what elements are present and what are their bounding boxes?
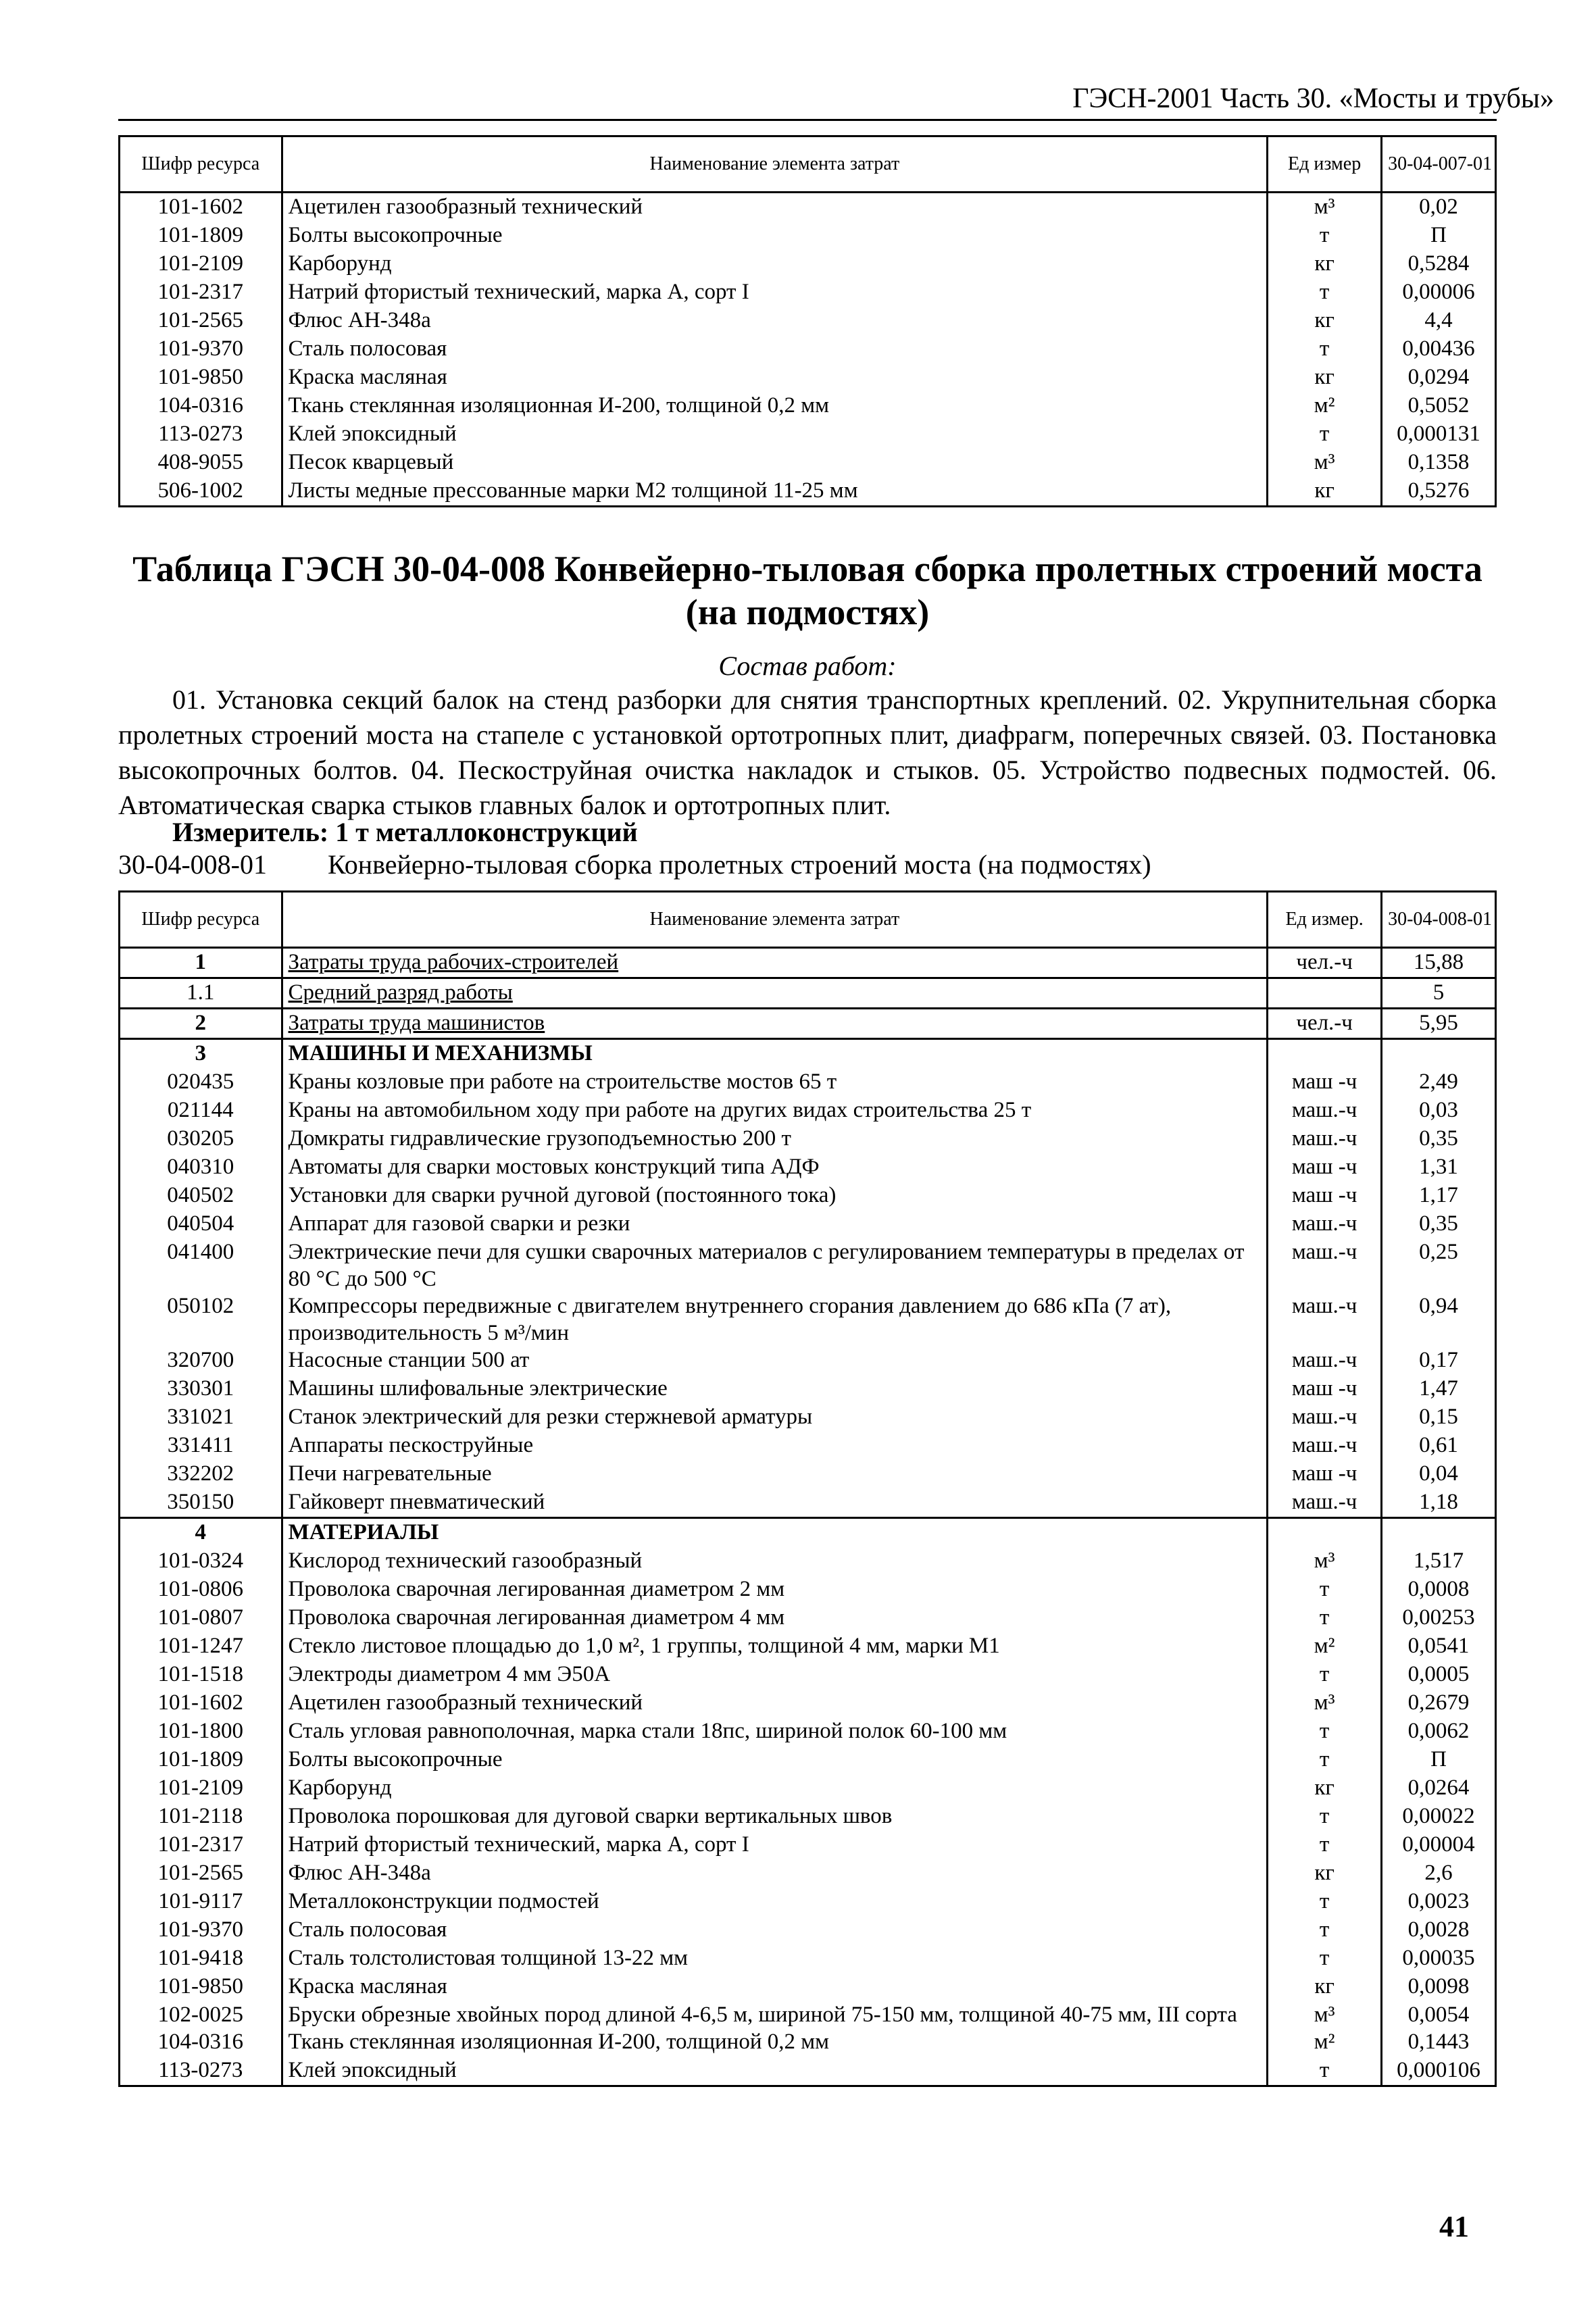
row-unit: маш -ч	[1268, 1460, 1382, 1488]
row-unit: маш -ч	[1268, 1153, 1382, 1182]
column-header-unit: Ед измер	[1268, 136, 1382, 193]
row-unit: маш -ч	[1268, 1375, 1382, 1403]
row-name: Листы медные прессованные марки М2 толщиной 11-25 мм	[282, 477, 1268, 507]
table-row	[120, 1068, 1496, 1097]
row-unit: м³	[1268, 193, 1382, 222]
page-header: ГЭСН-2001 Часть 30. «Мосты и трубы»	[1072, 83, 1554, 114]
row-unit: маш.-ч	[1268, 1097, 1382, 1125]
row-code: 331411	[120, 1432, 282, 1460]
row-name: Насосные станции 500 ат	[282, 1347, 1268, 1375]
row-value: 0,00436	[1382, 335, 1496, 363]
row-name: Ацетилен газообразный технический	[282, 193, 1268, 222]
row-code: 101-1809	[120, 222, 282, 250]
row-unit: т	[1268, 1604, 1382, 1632]
table-row	[120, 1547, 1496, 1576]
row-value: 1,18	[1382, 1488, 1496, 1518]
row-name: Краска масляная	[282, 1973, 1268, 2001]
row-unit: маш.-ч	[1268, 1210, 1382, 1238]
table-row	[120, 1009, 1496, 1039]
row-value	[1382, 1039, 1496, 1069]
row-code: 101-0806	[120, 1576, 282, 1604]
row-value: 0,00022	[1382, 1803, 1496, 1831]
row-code: 3	[120, 1039, 282, 1069]
row-code: 101-0324	[120, 1547, 282, 1576]
row-unit: т	[1268, 2057, 1382, 2086]
row-unit: кг	[1268, 1859, 1382, 1888]
table-row	[120, 307, 1496, 335]
row-value: 1,517	[1382, 1547, 1496, 1576]
row-name: Стекло листовое площадью до 1,0 м², 1 группы, толщиной 4 мм, марки М1	[282, 1632, 1268, 1661]
row-unit: т	[1268, 1888, 1382, 1916]
table-row	[120, 477, 1496, 507]
row-value: 0,0062	[1382, 1717, 1496, 1746]
row-unit: чел.-ч	[1268, 948, 1382, 978]
row-code: 101-0807	[120, 1604, 282, 1632]
norm-subtitle	[118, 849, 1151, 880]
row-value: 0,0054	[1382, 2001, 1496, 2028]
row-name: Проволока сварочная легированная диаметром 4 мм	[282, 1604, 1268, 1632]
row-name: МАШИНЫ И МЕХАНИЗМЫ	[282, 1039, 1268, 1069]
row-unit: т	[1268, 1944, 1382, 1973]
work-composition: 01. Установка секций балок на стенд разборки для снятия транспортных креплений. 02. Укрупнительная сборка пролетных строений моста на стапеле с установкой ортотропных плит, диафрагм, поперечных связей. 03. Постановка высокопрочных болтов. 04. Пескоструйная очистка накладок и стыков. 05. Устройство подвесных подмостей. 06. Автоматическая сварка стыков главных балок и ортотропных плит.	[118, 684, 1497, 820]
column-header-name: Наименование элемента затрат	[282, 892, 1268, 948]
row-name: Натрий фтористый технический, марка А, сорт I	[282, 1831, 1268, 1859]
section-row-materials	[120, 1518, 1496, 1548]
row-unit: маш.-ч	[1268, 1488, 1382, 1518]
row-value: 0,00004	[1382, 1831, 1496, 1859]
table-header-row	[120, 892, 1496, 948]
row-value: 0,35	[1382, 1125, 1496, 1153]
row-code: 101-2118	[120, 1803, 282, 1831]
table-row	[120, 1125, 1496, 1153]
row-code: 113-0273	[120, 2057, 282, 2086]
resource-table-30-04-007	[118, 135, 1497, 507]
row-value: 0,5284	[1382, 250, 1496, 278]
table-row	[120, 392, 1496, 420]
row-code: 1.1	[120, 978, 282, 1009]
row-unit: кг	[1268, 363, 1382, 392]
row-unit: т	[1268, 1746, 1382, 1774]
row-value: П	[1382, 1746, 1496, 1774]
row-code: 101-1518	[120, 1661, 282, 1689]
row-code: 332202	[120, 1460, 282, 1488]
table-row	[120, 449, 1496, 477]
table-row	[120, 222, 1496, 250]
row-unit: м²	[1268, 1632, 1382, 1661]
row-name: Клей эпоксидный	[282, 420, 1268, 449]
row-name: Болты высокопрочные	[282, 1746, 1268, 1774]
row-code: 101-1247	[120, 1632, 282, 1661]
table-row	[120, 1831, 1496, 1859]
table-row	[120, 1460, 1496, 1488]
row-code: 2	[120, 1009, 282, 1039]
row-value: 0,0294	[1382, 363, 1496, 392]
table-row	[120, 2028, 1496, 2057]
table-header-row	[120, 136, 1496, 193]
row-name: Песок кварцевый	[282, 449, 1268, 477]
table-row	[120, 948, 1496, 978]
row-name: Краска масляная	[282, 363, 1268, 392]
row-unit: кг	[1268, 250, 1382, 278]
row-code: 040504	[120, 1210, 282, 1238]
column-header-norm: 30-04-007-01	[1382, 136, 1496, 193]
row-unit: м³	[1268, 1689, 1382, 1717]
row-unit: т	[1268, 222, 1382, 250]
row-name: Клей эпоксидный	[282, 2057, 1268, 2086]
row-unit: м²	[1268, 2028, 1382, 2057]
row-value: 2,6	[1382, 1859, 1496, 1888]
table-row	[120, 1153, 1496, 1182]
row-value: 0,0541	[1382, 1632, 1496, 1661]
row-value: 5,95	[1382, 1009, 1496, 1039]
table-row	[120, 363, 1496, 392]
table-row	[120, 1803, 1496, 1831]
row-code: 101-9370	[120, 1916, 282, 1944]
row-unit: м³	[1268, 449, 1382, 477]
row-name: Краны козловые при работе на строительстве мостов 65 т	[282, 1068, 1268, 1097]
row-name: Сталь полосовая	[282, 335, 1268, 363]
row-name: Проволока сварочная легированная диаметром 2 мм	[282, 1576, 1268, 1604]
column-header-norm: 30-04-008-01	[1382, 892, 1496, 948]
row-name: Затраты труда рабочих-строителей	[282, 948, 1268, 978]
row-unit: т	[1268, 278, 1382, 307]
row-code: 041400	[120, 1238, 282, 1292]
table-row	[120, 250, 1496, 278]
row-name: Ацетилен газообразный технический	[282, 1689, 1268, 1717]
table-row	[120, 1375, 1496, 1403]
row-name: Краны на автомобильном ходу при работе на других видах строительства 25 т	[282, 1097, 1268, 1125]
row-value: 0,1358	[1382, 449, 1496, 477]
row-code: 040310	[120, 1153, 282, 1182]
row-code: 101-2109	[120, 1774, 282, 1803]
row-name: Установки для сварки ручной дуговой (постоянного тока)	[282, 1182, 1268, 1210]
table-row	[120, 1432, 1496, 1460]
row-name: Карборунд	[282, 250, 1268, 278]
row-name: Кислород технический газообразный	[282, 1547, 1268, 1576]
row-name: Аппараты пескоструйные	[282, 1432, 1268, 1460]
table-row	[120, 1632, 1496, 1661]
table-row	[120, 1097, 1496, 1125]
row-code: 101-2565	[120, 1859, 282, 1888]
table-row	[120, 1292, 1496, 1347]
row-unit: м³	[1268, 1547, 1382, 1576]
row-unit: маш.-ч	[1268, 1403, 1382, 1432]
row-value	[1382, 1518, 1496, 1548]
row-name: Домкраты гидравлические грузоподъемностью 200 т	[282, 1125, 1268, 1153]
row-unit: м²	[1268, 392, 1382, 420]
row-name: Сталь полосовая	[282, 1916, 1268, 1944]
row-code: 101-2565	[120, 307, 282, 335]
table-body	[120, 193, 1496, 507]
row-code: 408-9055	[120, 449, 282, 477]
table-row	[120, 193, 1496, 222]
row-unit: маш -ч	[1268, 1068, 1382, 1097]
row-name: Средний разряд работы	[282, 978, 1268, 1009]
column-header-unit: Ед измер.	[1268, 892, 1382, 948]
row-code: 101-9117	[120, 1888, 282, 1916]
table-row	[120, 1689, 1496, 1717]
row-unit: маш.-ч	[1268, 1238, 1382, 1292]
row-value: 1,17	[1382, 1182, 1496, 1210]
row-value: 0,5052	[1382, 392, 1496, 420]
table-row	[120, 1347, 1496, 1375]
row-value: 0,04	[1382, 1460, 1496, 1488]
row-code: 101-1602	[120, 193, 282, 222]
row-value: 0,25	[1382, 1238, 1496, 1292]
row-name: Ткань стеклянная изоляционная И-200, толщиной 0,2 мм	[282, 392, 1268, 420]
row-name: Станок электрический для резки стержневой арматуры	[282, 1403, 1268, 1432]
column-header-code: Шифр ресурса	[120, 136, 282, 193]
row-value: 0,61	[1382, 1432, 1496, 1460]
row-value: 0,35	[1382, 1210, 1496, 1238]
row-code: 113-0273	[120, 420, 282, 449]
row-unit	[1268, 1039, 1382, 1069]
composition-label: Состав работ:	[718, 651, 897, 681]
table-row	[120, 335, 1496, 363]
table-row	[120, 1859, 1496, 1888]
row-unit: т	[1268, 335, 1382, 363]
row-code: 1	[120, 948, 282, 978]
table-row	[120, 420, 1496, 449]
row-unit: т	[1268, 1916, 1382, 1944]
row-unit: т	[1268, 1803, 1382, 1831]
row-code: 101-9850	[120, 1973, 282, 2001]
row-unit: т	[1268, 1717, 1382, 1746]
row-name: Затраты труда машинистов	[282, 1009, 1268, 1039]
row-code: 101-9418	[120, 1944, 282, 1973]
table-row	[120, 1403, 1496, 1432]
row-value: 0,03	[1382, 1097, 1496, 1125]
row-name: Флюс АН-348а	[282, 1859, 1268, 1888]
row-unit: маш.-ч	[1268, 1125, 1382, 1153]
row-value: 0,0023	[1382, 1888, 1496, 1916]
header-rule	[118, 119, 1497, 121]
column-header-name: Наименование элемента затрат	[282, 136, 1268, 193]
row-name: Ткань стеклянная изоляционная И-200, толщиной 0,2 мм	[282, 2028, 1268, 2057]
row-name: Электроды диаметром 4 мм Э50А	[282, 1661, 1268, 1689]
row-value: 0,000131	[1382, 420, 1496, 449]
row-value: 0,0008	[1382, 1576, 1496, 1604]
column-header-code: Шифр ресурса	[120, 892, 282, 948]
row-value: 0,0028	[1382, 1916, 1496, 1944]
row-value: 1,47	[1382, 1375, 1496, 1403]
row-name: Сталь угловая равнополочная, марка стали 18пс, шириной полок 60-100 мм	[282, 1717, 1268, 1746]
row-value: 0,17	[1382, 1347, 1496, 1375]
row-unit: т	[1268, 1661, 1382, 1689]
row-unit	[1268, 1518, 1382, 1548]
row-unit: маш.-ч	[1268, 1292, 1382, 1347]
table-row	[120, 1604, 1496, 1632]
table-row	[120, 1210, 1496, 1238]
row-name: Печи нагревательные	[282, 1460, 1268, 1488]
row-name: Натрий фтористый технический, марка А, сорт I	[282, 278, 1268, 307]
table-row	[120, 1182, 1496, 1210]
row-name: МАТЕРИАЛЫ	[282, 1518, 1268, 1548]
table-row	[120, 1488, 1496, 1518]
row-value: 0,00035	[1382, 1944, 1496, 1973]
row-name: Бруски обрезные хвойных пород длиной 4-6,5 м, шириной 75-150 мм, толщиной 40-75 мм, III сорта	[282, 2001, 1268, 2028]
page-number: 41	[1439, 2210, 1469, 2243]
row-value: 0,0098	[1382, 1973, 1496, 2001]
table-row	[120, 2057, 1496, 2086]
table-row	[120, 1661, 1496, 1689]
table-row	[120, 2001, 1496, 2028]
row-value: 2,49	[1382, 1068, 1496, 1097]
row-value: 15,88	[1382, 948, 1496, 978]
row-name: Компрессоры передвижные с двигателем внутреннего сгорания давлением до 686 кПа (7 ат), производительность 5 м³/мин	[282, 1292, 1268, 1347]
table-row	[120, 1973, 1496, 2001]
row-code: 101-9850	[120, 363, 282, 392]
row-name: Флюс АН-348а	[282, 307, 1268, 335]
row-name: Карборунд	[282, 1774, 1268, 1803]
table-row	[120, 978, 1496, 1009]
row-unit: т	[1268, 1576, 1382, 1604]
row-code: 101-2317	[120, 1831, 282, 1859]
row-code: 050102	[120, 1292, 282, 1347]
norm-code: 30-04-008-01	[118, 849, 267, 880]
row-unit: кг	[1268, 1774, 1382, 1803]
row-value: 0,94	[1382, 1292, 1496, 1347]
row-value: 0,0005	[1382, 1661, 1496, 1689]
row-unit: кг	[1268, 1973, 1382, 2001]
row-code: 101-1602	[120, 1689, 282, 1717]
row-value: 0,00253	[1382, 1604, 1496, 1632]
row-code: 101-1809	[120, 1746, 282, 1774]
row-code: 104-0316	[120, 392, 282, 420]
row-value: 0,1443	[1382, 2028, 1496, 2057]
row-code: 4	[120, 1518, 282, 1548]
row-name: Металлоконструкции подмостей	[282, 1888, 1268, 1916]
row-code: 104-0316	[120, 2028, 282, 2057]
row-unit: м³	[1268, 2001, 1382, 2028]
table-row	[120, 1774, 1496, 1803]
row-value: 0,02	[1382, 193, 1496, 222]
row-name: Электрические печи для сушки сварочных материалов с регулированием температуры в пределах от 80 °С до 500 °С	[282, 1238, 1268, 1292]
row-code: 021144	[120, 1097, 282, 1125]
row-unit: маш.-ч	[1268, 1347, 1382, 1375]
row-code: 040502	[120, 1182, 282, 1210]
row-name: Автоматы для сварки мостовых конструкций типа АДФ	[282, 1153, 1268, 1182]
row-value: 0,15	[1382, 1403, 1496, 1432]
resource-table-30-04-008	[118, 890, 1497, 2087]
table-row	[120, 1888, 1496, 1916]
row-code: 101-2109	[120, 250, 282, 278]
row-name: Проволока порошковая для дуговой сварки вертикальных швов	[282, 1803, 1268, 1831]
section-row-machines	[120, 1039, 1496, 1069]
row-name: Машины шлифовальные электрические	[282, 1375, 1268, 1403]
row-unit: т	[1268, 1831, 1382, 1859]
row-unit: т	[1268, 420, 1382, 449]
row-value: П	[1382, 222, 1496, 250]
row-value: 0,00006	[1382, 278, 1496, 307]
row-value: 0,000106	[1382, 2057, 1496, 2086]
row-unit: кг	[1268, 477, 1382, 507]
norm-description: Конвейерно-тыловая сборка пролетных строений моста (на подмостях)	[328, 849, 1151, 880]
row-code: 330301	[120, 1375, 282, 1403]
row-code: 506-1002	[120, 477, 282, 507]
row-value: 0,0264	[1382, 1774, 1496, 1803]
row-code: 350150	[120, 1488, 282, 1518]
table-row	[120, 278, 1496, 307]
row-unit: маш.-ч	[1268, 1432, 1382, 1460]
row-code: 101-9370	[120, 335, 282, 363]
row-name: Болты высокопрочные	[282, 222, 1268, 250]
table-row	[120, 1916, 1496, 1944]
row-unit: кг	[1268, 307, 1382, 335]
row-code: 320700	[120, 1347, 282, 1375]
row-unit: маш -ч	[1268, 1182, 1382, 1210]
row-name: Аппарат для газовой сварки и резки	[282, 1210, 1268, 1238]
row-value: 1,31	[1382, 1153, 1496, 1182]
row-value: 0,5276	[1382, 477, 1496, 507]
table-row	[120, 1576, 1496, 1604]
row-value: 0,2679	[1382, 1689, 1496, 1717]
row-code: 102-0025	[120, 2001, 282, 2028]
table-row	[120, 1944, 1496, 1973]
row-name: Сталь толстолистовая толщиной 13-22 мм	[282, 1944, 1268, 1973]
row-value: 5	[1382, 978, 1496, 1009]
measure-unit: Измеритель: 1 т металлоконструкций	[172, 817, 638, 847]
table-row	[120, 1746, 1496, 1774]
row-code: 030205	[120, 1125, 282, 1153]
row-code: 101-1800	[120, 1717, 282, 1746]
row-code: 020435	[120, 1068, 282, 1097]
row-unit	[1268, 978, 1382, 1009]
table-row	[120, 1238, 1496, 1292]
row-unit: чел.-ч	[1268, 1009, 1382, 1039]
row-code: 101-2317	[120, 278, 282, 307]
row-name: Гайковерт пневматический	[282, 1488, 1268, 1518]
table-row	[120, 1717, 1496, 1746]
row-value: 4,4	[1382, 307, 1496, 335]
row-code: 331021	[120, 1403, 282, 1432]
table-body	[120, 948, 1496, 2086]
table-title: Таблица ГЭСН 30-04-008 Конвейерно-тыловая сборка пролетных строений моста (на подмостях)	[132, 549, 1482, 632]
